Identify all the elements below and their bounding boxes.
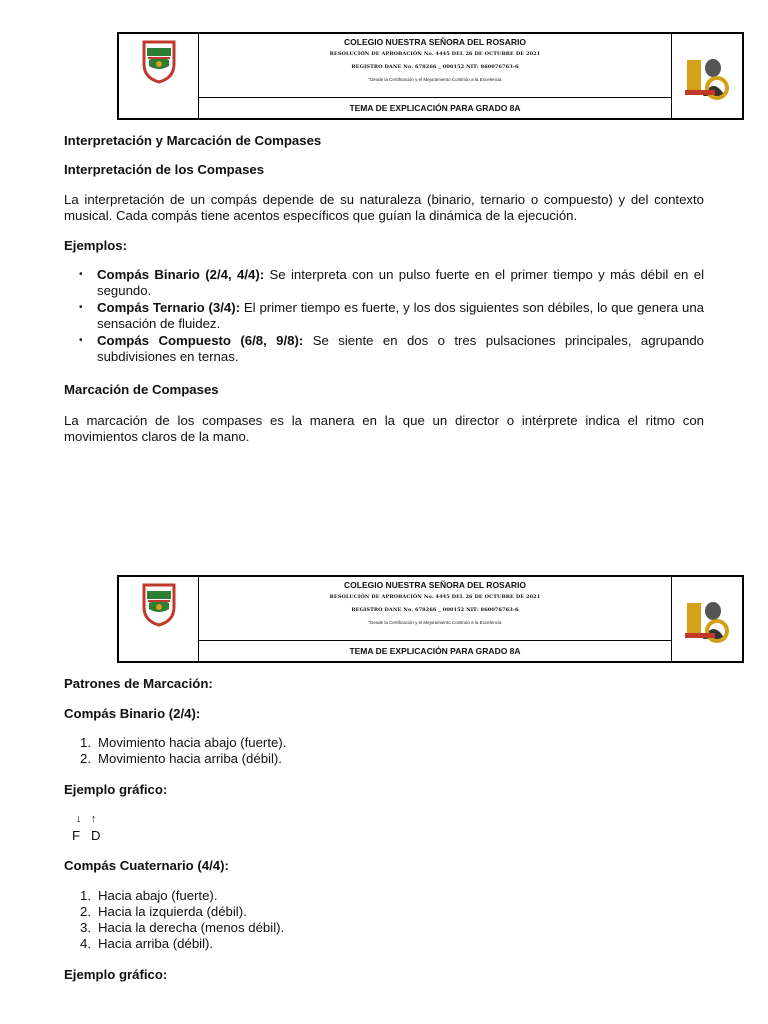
example-term: Compás Binario (2/4, 4/4): <box>97 267 265 282</box>
school-crest-logo <box>119 577 199 661</box>
strength-letters: F D <box>72 828 101 843</box>
motto-text: "Desde la Certificación y el Mejoramiento Continúo a la Excelencia <box>368 77 502 82</box>
motto-text: "Desde la Certificación y el Mejoramiento Continúo a la Excelencia <box>368 620 502 625</box>
marcacion-paragraph: La marcación de los compases es la manera en la que un director o intérprete indica el ritmo con movimientos claros de la mano. <box>64 413 704 444</box>
list-item <box>64 333 704 365</box>
example-text: El primer tiempo es fuerte, y los dos siguientes son débiles, lo que genera una sensación de fluidez. <box>97 300 704 331</box>
patterns-heading: Patrones de Marcación: <box>64 676 213 691</box>
bullet-icon: • <box>79 335 83 346</box>
arrow-pattern: ↓ ↑ <box>76 813 97 825</box>
step-text: Hacia la izquierda (débil). <box>98 904 247 919</box>
examples-heading: Ejemplos: <box>64 238 128 253</box>
anniversary-logo <box>671 577 742 661</box>
quaternary-heading: Compás Cuaternario (4/4): <box>64 858 229 873</box>
intro-paragraph: La interpretación de un compás depende de su naturaleza (binario, ternario o compuesto) y del contexto musical. Cada compás tiene acentos específicos que guían la dinámica de la ejecución. <box>64 192 704 223</box>
examples-list <box>64 267 704 366</box>
anniversary-logo <box>671 34 742 118</box>
school-name: COLEGIO NUESTRA SEÑORA DEL ROSARIO <box>344 37 526 47</box>
bullet-icon: • <box>79 269 83 280</box>
example-term: Compás Compuesto (6/8, 9/8): <box>97 333 304 348</box>
example-term: Compás Ternario (3/4): <box>97 300 241 315</box>
example-text: Se siente en dos o tres pulsaciones principales, agrupando subdivisiones en ternas. <box>97 333 704 364</box>
registry-text: REGISTRO DANE No. 678266 _ 000152 NIT: 860076763-6 <box>351 64 519 70</box>
school-header <box>117 32 744 120</box>
list-item: 4. Hacia arriba (débil). <box>80 936 214 951</box>
example-graphic-heading: Ejemplo gráfico: <box>64 782 168 797</box>
section-title: Interpretación y Marcación de Compases <box>64 133 322 148</box>
school-crest-logo <box>119 34 199 118</box>
binary-steps-list <box>64 735 286 767</box>
school-header <box>117 575 744 663</box>
list-item <box>64 267 704 299</box>
example-text: Se interpreta con un pulso fuerte en el primer tiempo y más débil en el segundo. <box>97 267 705 298</box>
example-graphic-heading-2: Ejemplo gráfico: <box>64 967 168 982</box>
step-text: Hacia abajo (fuerte). <box>98 888 218 903</box>
marcacion-heading: Marcación de Compases <box>64 382 219 397</box>
list-item: 2. Hacia la izquierda (débil). <box>80 904 247 919</box>
bullet-icon: • <box>79 302 83 313</box>
quaternary-steps-list <box>64 888 284 952</box>
binary-heading: Compás Binario (2/4): <box>64 706 201 721</box>
subsection-title: Interpretación de los Compases <box>64 162 265 177</box>
step-text: Movimiento hacia arriba (débil). <box>98 751 282 766</box>
step-text: Hacia la derecha (menos débil). <box>98 920 285 935</box>
registry-text: REGISTRO DANE No. 678266 _ 000152 NIT: 860076763-6 <box>351 607 519 613</box>
list-item: 1. Movimiento hacia abajo (fuerte). <box>80 735 287 750</box>
list-item <box>64 300 704 332</box>
list-item: 1. Hacia abajo (fuerte). <box>80 888 218 903</box>
topic-title: TEMA DE EXPLICACIÓN PARA GRADO 8A <box>349 103 521 113</box>
step-text: Movimiento hacia abajo (fuerte). <box>98 735 287 750</box>
resolution-text: RESOLUCIÓN DE APROBACIÓN No. 4445 DEL 26 DE OCTUBRE DE 2021 <box>329 594 541 600</box>
list-item: 3. Hacia la derecha (menos débil). <box>80 920 285 935</box>
list-item: 2. Movimiento hacia arriba (débil). <box>80 751 282 766</box>
step-text: Hacia arriba (débil). <box>98 936 214 951</box>
school-name: COLEGIO NUESTRA SEÑORA DEL ROSARIO <box>344 580 526 590</box>
resolution-text: RESOLUCIÓN DE APROBACIÓN No. 4445 DEL 26 DE OCTUBRE DE 2021 <box>329 51 541 57</box>
topic-title: TEMA DE EXPLICACIÓN PARA GRADO 8A <box>349 646 521 656</box>
